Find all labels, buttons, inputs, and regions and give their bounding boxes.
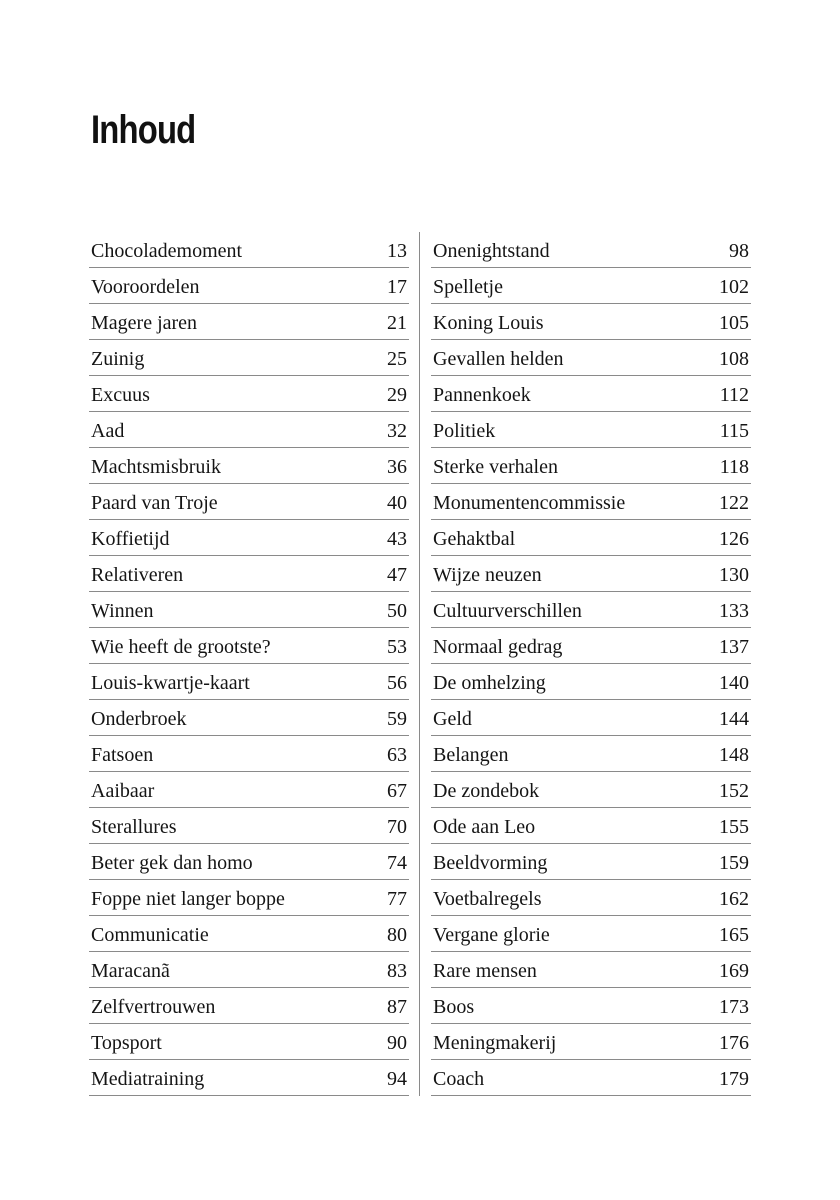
toc-entry-title: Zuinig: [91, 348, 145, 370]
toc-entry-page-number: 133: [719, 600, 749, 622]
toc-entry-title: Koning Louis: [433, 312, 544, 334]
toc-entry-page-number: 56: [387, 672, 407, 694]
toc-entry: [89, 1024, 409, 1060]
toc-entry-page-number: 83: [387, 960, 407, 982]
toc-entry-page-number: 144: [719, 708, 749, 730]
toc-entry: [431, 1024, 751, 1060]
toc-entry-page-number: 148: [719, 744, 749, 766]
toc-entry-title: Maracanã: [91, 960, 170, 982]
toc-entry-title: Winnen: [91, 600, 154, 622]
toc-entry-page-number: 108: [719, 348, 749, 370]
toc-entry-page-number: 98: [729, 240, 749, 262]
toc-entry: [431, 1060, 751, 1096]
toc-entry-title: Chocolademoment: [91, 240, 243, 262]
toc-entry: [431, 808, 751, 844]
toc-entry-page-number: 67: [387, 780, 407, 802]
column-divider: [419, 232, 420, 1096]
toc-entry-title: Coach: [433, 1068, 485, 1090]
toc-entry: [89, 988, 409, 1024]
page-title: Inhoud: [91, 108, 196, 152]
toc-entry: [89, 736, 409, 772]
toc-entry: [431, 376, 751, 412]
toc-entry-title: Geld: [433, 708, 472, 730]
toc-entry: [89, 376, 409, 412]
toc-entry-title: Koffietijd: [91, 528, 170, 550]
toc-entry: [431, 484, 751, 520]
toc-entry-title: Louis-kwartje-kaart: [91, 672, 250, 694]
toc-entry-title: Magere jaren: [91, 312, 198, 334]
toc-entry-title: Gevallen helden: [433, 348, 564, 370]
toc-entry-page-number: 63: [387, 744, 407, 766]
toc-entry-title: Paard van Troje: [91, 492, 218, 514]
toc-entry: [431, 952, 751, 988]
toc-entry-page-number: 74: [387, 852, 407, 874]
toc-entry: [89, 844, 409, 880]
toc-entry-page-number: 159: [719, 852, 749, 874]
toc-entry-page-number: 53: [387, 636, 407, 658]
toc-entry-title: Beeldvorming: [433, 852, 548, 874]
toc-entry-title: Ode aan Leo: [433, 816, 536, 838]
toc-entry: [431, 628, 751, 664]
toc-entry: [89, 700, 409, 736]
toc-entry: [431, 268, 751, 304]
toc-entry: [89, 556, 409, 592]
toc-entry: [431, 664, 751, 700]
toc-entry-title: Vooroordelen: [91, 276, 200, 298]
toc-entry-page-number: 13: [387, 240, 407, 262]
toc-entry-title: Mediatraining: [91, 1068, 205, 1090]
toc-entry-page-number: 70: [387, 816, 407, 838]
toc-entry-page-number: 140: [719, 672, 749, 694]
toc-entry: [89, 484, 409, 520]
toc-entry-title: Meningmakerij: [433, 1032, 557, 1054]
toc-entry-page-number: 43: [387, 528, 407, 550]
toc-entry: [89, 448, 409, 484]
toc-entry: [431, 592, 751, 628]
toc-entry-title: Relativeren: [91, 564, 184, 586]
toc-entry: [431, 340, 751, 376]
toc-entry-page-number: 29: [387, 384, 407, 406]
toc-entry: [431, 772, 751, 808]
toc-entry-page-number: 173: [719, 996, 749, 1018]
toc-entry-page-number: 152: [719, 780, 749, 802]
toc-entry-page-number: 90: [387, 1032, 407, 1054]
toc-entry-page-number: 165: [719, 924, 749, 946]
toc-entry-page-number: 155: [719, 816, 749, 838]
toc-entry: [431, 880, 751, 916]
toc-entry-page-number: 17: [387, 276, 407, 298]
toc-entry-page-number: 36: [387, 456, 407, 478]
toc-entry-title: Boos: [433, 996, 475, 1018]
toc-entry: [89, 952, 409, 988]
toc-entry-title: Pannenkoek: [433, 384, 531, 406]
toc-entry-title: Excuus: [91, 384, 150, 406]
toc-entry-title: Spelletje: [433, 276, 503, 298]
toc-entry-page-number: 25: [387, 348, 407, 370]
toc-entry-title: Aad: [91, 420, 125, 442]
toc-entry-page-number: 105: [719, 312, 749, 334]
toc-entry-title: Onderbroek: [91, 708, 187, 730]
toc-entry: [89, 880, 409, 916]
toc-entry-page-number: 80: [387, 924, 407, 946]
toc-entry: [89, 916, 409, 952]
toc-entry: [89, 772, 409, 808]
toc-entry-title: Fatsoen: [91, 744, 154, 766]
toc-entry-title: De zondebok: [433, 780, 540, 802]
toc-entry-title: Vergane glorie: [433, 924, 550, 946]
toc-entry-page-number: 122: [719, 492, 749, 514]
toc-entry-page-number: 118: [719, 456, 749, 478]
toc-entry-page-number: 137: [719, 636, 749, 658]
toc-entry: [89, 304, 409, 340]
toc-entry-title: Monumentencommissie: [433, 492, 626, 514]
toc-entry-title: Beter gek dan homo: [91, 852, 253, 874]
toc-entry-page-number: 77: [387, 888, 407, 910]
toc-entry: [431, 700, 751, 736]
toc-entry-title: Aaibaar: [91, 780, 155, 802]
toc-entry-page-number: 87: [387, 996, 407, 1018]
toc-entry-title: Politiek: [433, 420, 496, 442]
toc-entry-title: Communicatie: [91, 924, 209, 946]
toc-entry-page-number: 112: [719, 384, 749, 406]
toc-entry: [89, 1060, 409, 1096]
toc-entry-page-number: 176: [719, 1032, 749, 1054]
toc-entry-page-number: 169: [719, 960, 749, 982]
toc-entry-title: Foppe niet langer boppe: [91, 888, 285, 910]
toc-entry: [431, 556, 751, 592]
toc-entry-title: Wijze neuzen: [433, 564, 542, 586]
toc-entry: [89, 628, 409, 664]
toc-entry: [89, 232, 409, 268]
toc-entry: [89, 340, 409, 376]
toc-entry: [431, 736, 751, 772]
toc-left-column: [89, 232, 409, 1096]
toc-entry-page-number: 40: [387, 492, 407, 514]
toc-entry-page-number: 21: [387, 312, 407, 334]
toc-entry-title: Sterke verhalen: [433, 456, 558, 478]
toc-entry: [89, 808, 409, 844]
toc-entry: [431, 232, 751, 268]
toc-entry: [431, 412, 751, 448]
toc-entry-page-number: 50: [387, 600, 407, 622]
toc-entry-page-number: 59: [387, 708, 407, 730]
toc-entry-title: Voetbalregels: [433, 888, 542, 910]
toc-entry: [89, 412, 409, 448]
toc-entry-page-number: 126: [719, 528, 749, 550]
toc-entry: [89, 520, 409, 556]
toc-entry-page-number: 47: [387, 564, 407, 586]
toc-entry-title: Topsport: [91, 1032, 162, 1054]
toc-right-column: [431, 232, 751, 1096]
toc-entry: [431, 520, 751, 556]
toc-entry: [431, 448, 751, 484]
toc-entry-page-number: 94: [387, 1068, 407, 1090]
toc-entry: [89, 268, 409, 304]
toc-entry-title: Onenightstand: [433, 240, 550, 262]
toc-entry-title: De omhelzing: [433, 672, 546, 694]
toc-entry-title: Machtsmisbruik: [91, 456, 221, 478]
toc-entry: [89, 664, 409, 700]
toc-entry: [89, 592, 409, 628]
toc-entry: [431, 916, 751, 952]
toc-entry-title: Cultuurverschillen: [433, 600, 582, 622]
toc-entry-title: Zelfvertrouwen: [91, 996, 216, 1018]
toc-entry-page-number: 179: [719, 1068, 749, 1090]
toc-entry-title: Rare mensen: [433, 960, 537, 982]
toc-entry: [431, 988, 751, 1024]
toc-entry-page-number: 102: [719, 276, 749, 298]
toc-entry-page-number: 115: [719, 420, 749, 442]
toc-entry-page-number: 130: [719, 564, 749, 586]
toc-entry-title: Sterallures: [91, 816, 177, 838]
toc-entry-page-number: 32: [387, 420, 407, 442]
toc-entry: [431, 844, 751, 880]
toc-entry-title: Gehaktbal: [433, 528, 516, 550]
toc-entry: [431, 304, 751, 340]
toc-entry-title: Belangen: [433, 744, 509, 766]
toc-entry-page-number: 162: [719, 888, 749, 910]
toc-entry-title: Normaal gedrag: [433, 636, 563, 658]
toc-entry-title: Wie heeft de grootste?: [91, 636, 271, 658]
